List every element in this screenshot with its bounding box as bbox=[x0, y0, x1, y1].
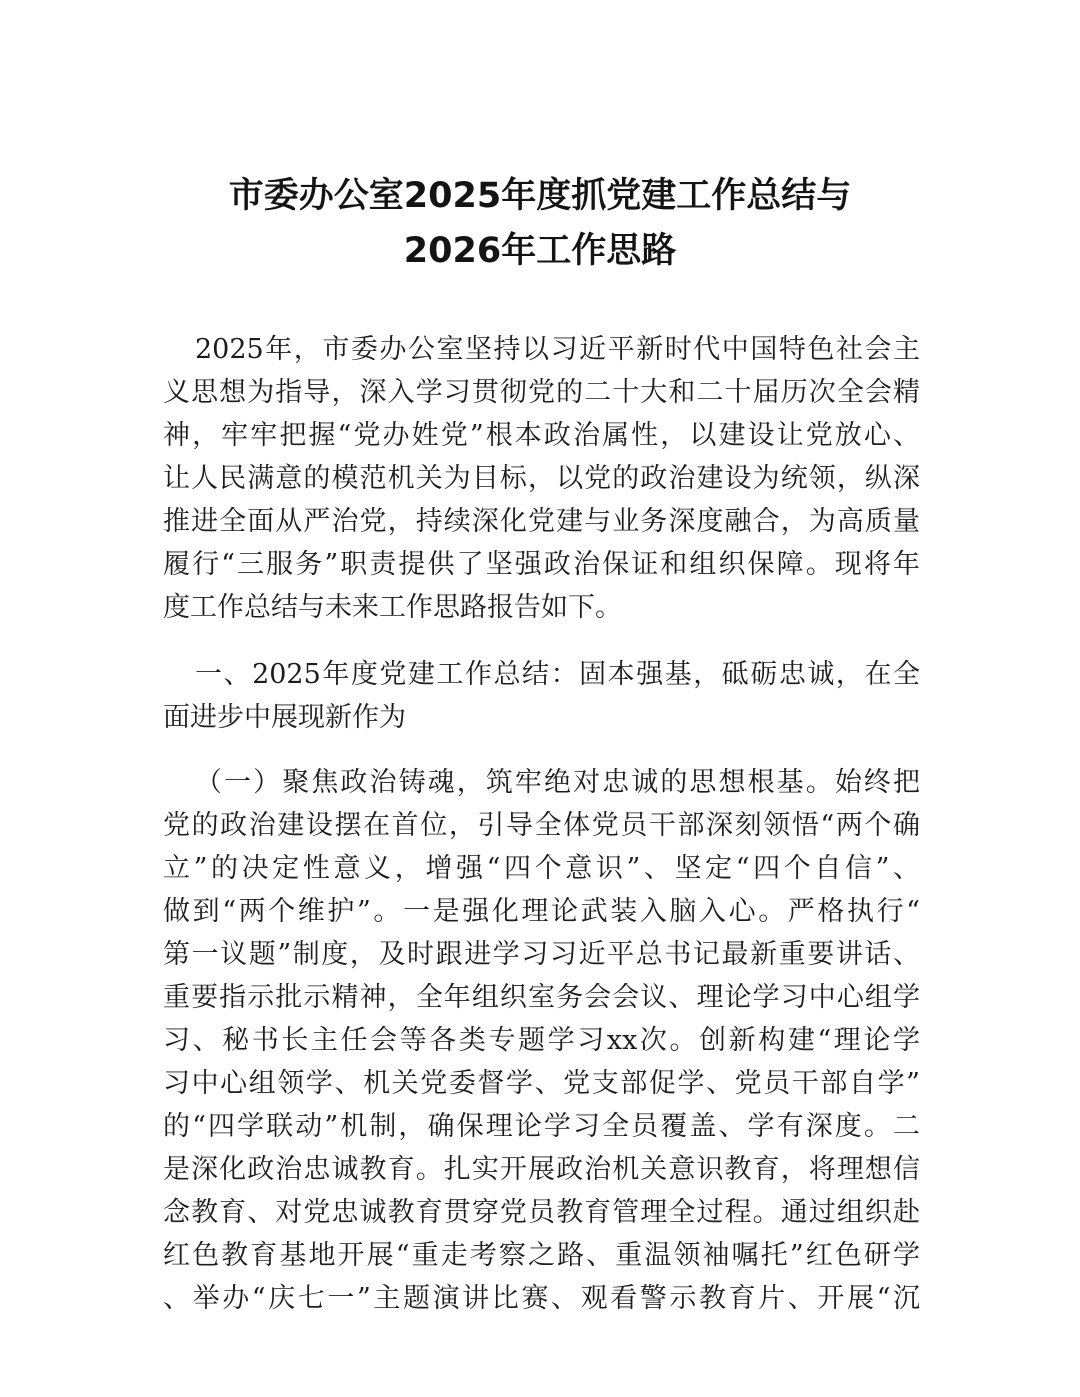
paragraph-3-line: 第一议题”制度，及时跟进学习习近平总书记最新重要讲话、 bbox=[163, 939, 920, 970]
paragraph-3-line: 党的政治建设摆在首位，引导全体党员干部深刻领悟“两个确 bbox=[163, 810, 920, 841]
paragraph-3-line: 做到“两个维护”。一是强化理论武装入脑入心。严格执行“ bbox=[163, 896, 920, 927]
paragraph-3-line: 习中心组领学、机关党委督学、党支部促学、党员干部自学” bbox=[163, 1068, 920, 1099]
paragraph-3-line: 念教育、对党忠诚教育贯穿党员教育管理全过程。通过组织赴 bbox=[163, 1197, 920, 1228]
paragraph-1-line: 推进全面从严治党，持续深化党建与业务深度融合，为高质量 bbox=[163, 506, 920, 537]
paragraph-1-line: 2025年，市委办公室坚持以习近平新时代中国特色社会主 bbox=[195, 334, 920, 365]
paragraph-1-line: 神，牢牢把握“党办姓党”根本政治属性，以建设让党放心、 bbox=[163, 420, 920, 451]
paragraph-3-line: 的“四学联动”机制，确保理论学习全员覆盖、学有深度。二 bbox=[163, 1111, 920, 1142]
paragraph-1-line: 义思想为指导，深入学习贯彻党的二十大和二十届历次全会精 bbox=[163, 377, 920, 408]
section-heading-line: 面进步中展现新作为 bbox=[163, 702, 406, 733]
paragraph-1-line: 让人民满意的模范机关为目标，以党的政治建设为统领，纵深 bbox=[163, 463, 920, 494]
paragraph-3-line: 红色教育基地开展“重走考察之路、重温领袖嘱托”红色研学 bbox=[163, 1240, 920, 1271]
paragraph-3-line: 、举办“庆七一”主题演讲比赛、观看警示教育片、开展“沉 bbox=[163, 1283, 920, 1314]
document-title-line-2: 2026年工作思路 bbox=[403, 231, 677, 271]
paragraph-3-line: 是深化政治忠诚教育。扎实开展政治机关意识教育，将理想信 bbox=[163, 1154, 920, 1185]
paragraph-3-line: 立”的决定性意义，增强“四个意识”、坚定“四个自信”、 bbox=[163, 853, 920, 884]
section-heading-line: 一、2025年度党建工作总结：固本强基，砥砺忠诚，在全 bbox=[195, 659, 920, 690]
paragraph-3-line: 习、秘书长主任会等各类专题学习xx次。创新构建“理论学 bbox=[163, 1025, 920, 1056]
paragraph-1-line: 履行“三服务”职责提供了坚强政治保证和组织保障。现将年 bbox=[163, 549, 920, 580]
paragraph-1-line: 度工作总结与未来工作思路报告如下。 bbox=[163, 592, 622, 623]
paragraph-3-line: （一）聚焦政治铸魂，筑牢绝对忠诚的思想根基。始终把 bbox=[195, 767, 920, 798]
document-title-line-1: 市委办公室2025年度抓党建工作总结与 bbox=[228, 176, 852, 216]
paragraph-3-line: 重要指示批示精神，全年组织室务会会议、理论学习中心组学 bbox=[163, 982, 920, 1013]
